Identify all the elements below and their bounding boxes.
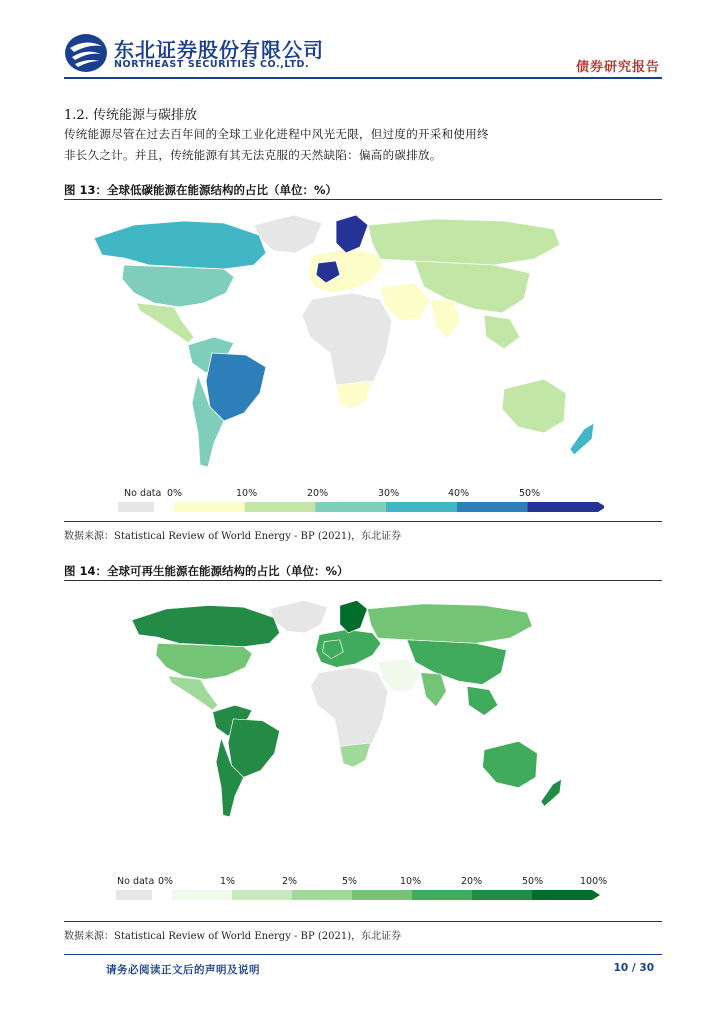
legend-swatch bbox=[527, 502, 598, 512]
report-type: 债券研究报告 bbox=[575, 60, 660, 75]
legend-swatch bbox=[292, 890, 352, 900]
map-southeast-asia bbox=[484, 315, 520, 349]
legend-swatch bbox=[532, 890, 592, 900]
legend-swatch bbox=[472, 890, 532, 900]
map-new-zealand bbox=[570, 423, 594, 455]
logo-emblem-icon bbox=[64, 32, 110, 74]
map-scandinavia bbox=[336, 215, 368, 253]
legend-tick: 50% bbox=[522, 876, 544, 887]
map-india bbox=[421, 673, 447, 707]
legend-arrow bbox=[592, 890, 600, 900]
legend-tick: 0% bbox=[158, 876, 174, 887]
figure-14-world-map bbox=[64, 590, 662, 865]
legend-tick: 10% bbox=[400, 876, 422, 887]
map-russia bbox=[368, 219, 560, 265]
legend-swatch bbox=[174, 502, 245, 512]
map-australia bbox=[482, 741, 537, 787]
figure-13-bottom-rule bbox=[64, 521, 662, 522]
map-russia bbox=[367, 604, 532, 644]
legend-swatch bbox=[172, 890, 232, 900]
legend-tick: 100% bbox=[580, 876, 608, 887]
legend-tick: 20% bbox=[307, 488, 329, 499]
map-mexico-central-america bbox=[168, 676, 218, 710]
figure-14-source: 数据来源：Statistical Review of World Energy - BP (2021)，东北证券 bbox=[64, 931, 402, 942]
figure-14-bottom-rule bbox=[64, 921, 662, 922]
figure-14-top-rule bbox=[64, 580, 662, 581]
legend-tick: 2% bbox=[282, 876, 298, 887]
map-mexico-central-america bbox=[136, 303, 194, 343]
figure-13-world-map bbox=[64, 203, 662, 523]
legend-no-data-swatch bbox=[116, 890, 152, 900]
map-southern-africa bbox=[340, 743, 371, 767]
map-new-zealand bbox=[541, 779, 562, 807]
footer-disclaimer: 请务必阅读正文后的声明及说明 bbox=[106, 964, 260, 976]
section-title: 1.2. 传统能源与碳排放 bbox=[64, 108, 197, 123]
map-brazil bbox=[228, 719, 280, 777]
legend-swatch bbox=[386, 502, 457, 512]
legend-tick: 0% bbox=[167, 488, 183, 499]
legend-tick: 5% bbox=[342, 876, 358, 887]
legend-tick: 1% bbox=[220, 876, 236, 887]
legend-swatch bbox=[352, 890, 412, 900]
legend-arrow bbox=[598, 502, 604, 512]
legend-no-data-label: No data bbox=[117, 876, 155, 887]
legend-swatch bbox=[232, 890, 292, 900]
paragraph-line-2: 非长久之计。并且，传统能源有其无法克服的天然缺陷：偏高的碳排放。 bbox=[64, 148, 442, 162]
legend-swatch bbox=[245, 502, 316, 512]
map-usa bbox=[122, 265, 234, 307]
map-southeast-asia bbox=[467, 686, 498, 715]
legend-tick: 50% bbox=[519, 488, 541, 499]
figure-13-top-rule bbox=[64, 199, 662, 200]
figure-13-source: 数据来源：Statistical Review of World Energy - BP (2021)，东北证券 bbox=[64, 531, 402, 542]
footer-divider bbox=[64, 954, 662, 955]
figure-13-title: 图 13：全球低碳能源在能源结构的占比（单位：%） bbox=[64, 183, 338, 197]
map-usa bbox=[156, 643, 252, 679]
map-scandinavia bbox=[340, 600, 368, 633]
map-southern-africa bbox=[336, 381, 372, 409]
legend-tick: 40% bbox=[448, 488, 470, 499]
legend-tick: 30% bbox=[378, 488, 400, 499]
legend-swatch bbox=[412, 890, 472, 900]
paragraph-line-1: 传统能源尽管在过去百年间的全球工业化进程中风光无限，但过度的开采和使用终 bbox=[64, 127, 489, 141]
company-name-en: NORTHEAST SECURITIES CO.,LTD. bbox=[114, 59, 310, 70]
map-canada-alaska bbox=[94, 221, 266, 269]
page-number: 10 / 30 bbox=[613, 962, 654, 974]
legend-no-data-label: No data bbox=[124, 488, 162, 499]
legend-tick: 10% bbox=[236, 488, 258, 499]
legend-tick: 20% bbox=[461, 876, 483, 887]
legend-swatch bbox=[457, 502, 528, 512]
map-australia bbox=[502, 379, 566, 433]
header-divider bbox=[64, 77, 662, 79]
legend-swatch bbox=[315, 502, 386, 512]
map-india bbox=[430, 299, 460, 339]
map-brazil bbox=[206, 353, 266, 421]
map-canada-alaska bbox=[132, 605, 280, 646]
figure-14-title: 图 14：全球可再生能源在能源结构的占比（单位：%） bbox=[64, 564, 349, 578]
company-name-cn: 东北证券股份有限公司 bbox=[114, 38, 324, 62]
legend-no-data-swatch bbox=[118, 502, 154, 512]
